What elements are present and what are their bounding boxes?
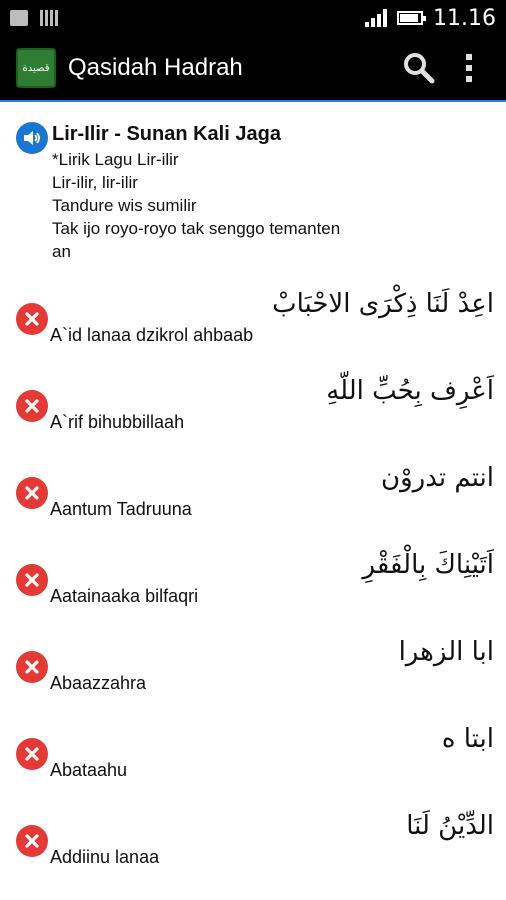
lyric-line: Tak ijo royo-royo tak senggo temanten [52, 219, 341, 238]
chat-notification-icon [10, 10, 28, 26]
song-arabic-title: الدِّيْنُ لَنَا [406, 811, 494, 841]
song-list-item[interactable] [0, 550, 506, 637]
remove-icon[interactable] [16, 651, 48, 683]
signal-icon [365, 9, 387, 27]
song-arabic-title: ابتا ه [441, 724, 494, 754]
song-arabic-title: انتم تدروْن [381, 463, 494, 493]
song-arabic-title: ابا الزهرا [398, 637, 494, 667]
song-latin-title: A`id lanaa dzikrol ahbaab [50, 325, 254, 345]
song-list [0, 102, 506, 898]
status-bar [0, 0, 506, 36]
song-arabic-title: اعِدْ لَنَا ذِكْرَى الاحْبَابْ [272, 289, 494, 319]
remove-icon[interactable] [16, 825, 48, 857]
remove-icon[interactable] [16, 477, 48, 509]
speaker-icon[interactable] [16, 122, 48, 154]
notification-area [10, 10, 58, 26]
app-title: Qasidah Hadrah [68, 54, 243, 81]
more-vert-icon [463, 51, 475, 85]
song-list-item[interactable] [0, 463, 506, 550]
song-list-item[interactable] [0, 289, 506, 376]
action-bar [0, 36, 506, 100]
featured-song-title: Lir-Ilir - Sunan Kali Jaga [52, 123, 281, 145]
lyric-line: an [52, 242, 71, 261]
app-icon-label: قصيدة [22, 62, 50, 74]
app-icon[interactable] [16, 48, 56, 88]
song-list-item[interactable] [0, 637, 506, 724]
battery-icon [397, 11, 423, 25]
clock: 11.16 [433, 5, 496, 31]
song-latin-title: Aatainaaka bilfaqri [50, 586, 199, 606]
overflow-menu-button[interactable] [444, 43, 494, 93]
featured-song-item[interactable] [0, 102, 506, 273]
remove-icon[interactable] [16, 738, 48, 770]
song-latin-title: Addiinu lanaa [50, 847, 160, 867]
song-list-item[interactable] [0, 724, 506, 811]
song-list-item[interactable] [0, 376, 506, 463]
lyric-line: Lir-ilir, lir-ilir [52, 173, 138, 192]
system-status [365, 6, 496, 31]
song-arabic-title: اَتَيْنِاكَ بِالْفَقْرِ [362, 550, 494, 580]
remove-icon[interactable] [16, 564, 48, 596]
barcode-notification-icon [40, 10, 58, 26]
song-latin-title: Aantum Tadruuna [50, 499, 192, 519]
featured-song-body [52, 120, 340, 263]
lyric-line: *Lirik Lagu Lir-ilir [52, 150, 179, 169]
song-latin-title: A`rif bihubbillaah [50, 412, 185, 432]
song-latin-title: Abaazzahra [50, 673, 147, 693]
search-icon [402, 51, 436, 85]
song-list-item[interactable] [0, 811, 506, 898]
song-latin-title: Abataahu [50, 760, 128, 780]
lyric-line: Tandure wis sumilir [52, 196, 197, 215]
search-button[interactable] [394, 43, 444, 93]
remove-icon[interactable] [16, 303, 48, 335]
song-arabic-title: اَعْرِف بِحُبِّ اللّهِ [326, 376, 494, 406]
remove-icon[interactable] [16, 390, 48, 422]
